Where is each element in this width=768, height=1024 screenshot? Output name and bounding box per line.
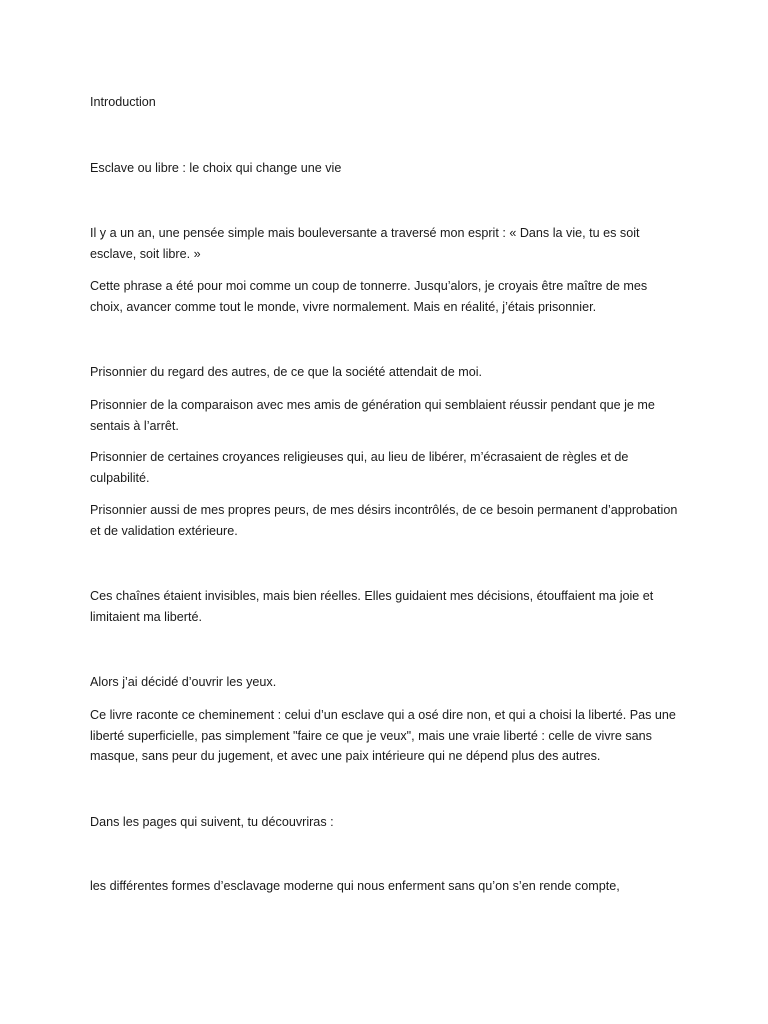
list-item-1: les différentes formes d’esclavage moderne qui nous enferment sans qu’on s’en rende compte, [90,879,620,893]
paragraph-4: Prisonnier de la comparaison avec mes amis de génération qui semblaient réussir pendant que je me sentais à l’arrêt. [90,398,655,433]
paragraph-1: Il y a un an, une pensée simple mais bouleversante a traversé mon esprit : « Dans la vie, tu es soit esclave, soit libre. » [90,226,640,261]
paragraph-9: Ce livre raconte ce cheminement : celui d’un esclave qui a osé dire non, et qui a choisi la liberté. Pas une liberté superficielle, pas simplement "faire ce que je veux", mais une vraie liberté : celle de vivre sans masque, sans peur du jugement, et avec une paix intérieure qui ne dépend plus des autres. [90,708,676,763]
paragraph-2: Cette phrase a été pour moi comme un coup de tonnerre. Jusqu’alors, je croyais être maître de mes choix, avancer comme tout le monde, vivre normalement. Mais en réalité, j’étais prisonnier. [90,279,648,314]
paragraph-6: Prisonnier aussi de mes propres peurs, de mes désirs incontrôlés, de ce besoin permanent d’approbation et de validation extérieure. [90,503,678,538]
paragraph-10: Dans les pages qui suivent, tu découvriras : [90,815,334,829]
subtitle: Esclave ou libre : le choix qui change une vie [90,161,342,175]
paragraph-7: Ces chaînes étaient invisibles, mais bien réelles. Elles guidaient mes décisions, étouffaient ma joie et limitaient ma liberté. [90,589,654,624]
paragraph-5: Prisonnier de certaines croyances religieuses qui, au lieu de libérer, m’écrasaient de règles et de culpabilité. [90,450,629,485]
paragraph-3: Prisonnier du regard des autres, de ce que la société attendait de moi. [90,365,483,379]
heading-introduction: Introduction [90,95,156,109]
paragraph-8: Alors j’ai décidé d’ouvrir les yeux. [90,675,277,689]
